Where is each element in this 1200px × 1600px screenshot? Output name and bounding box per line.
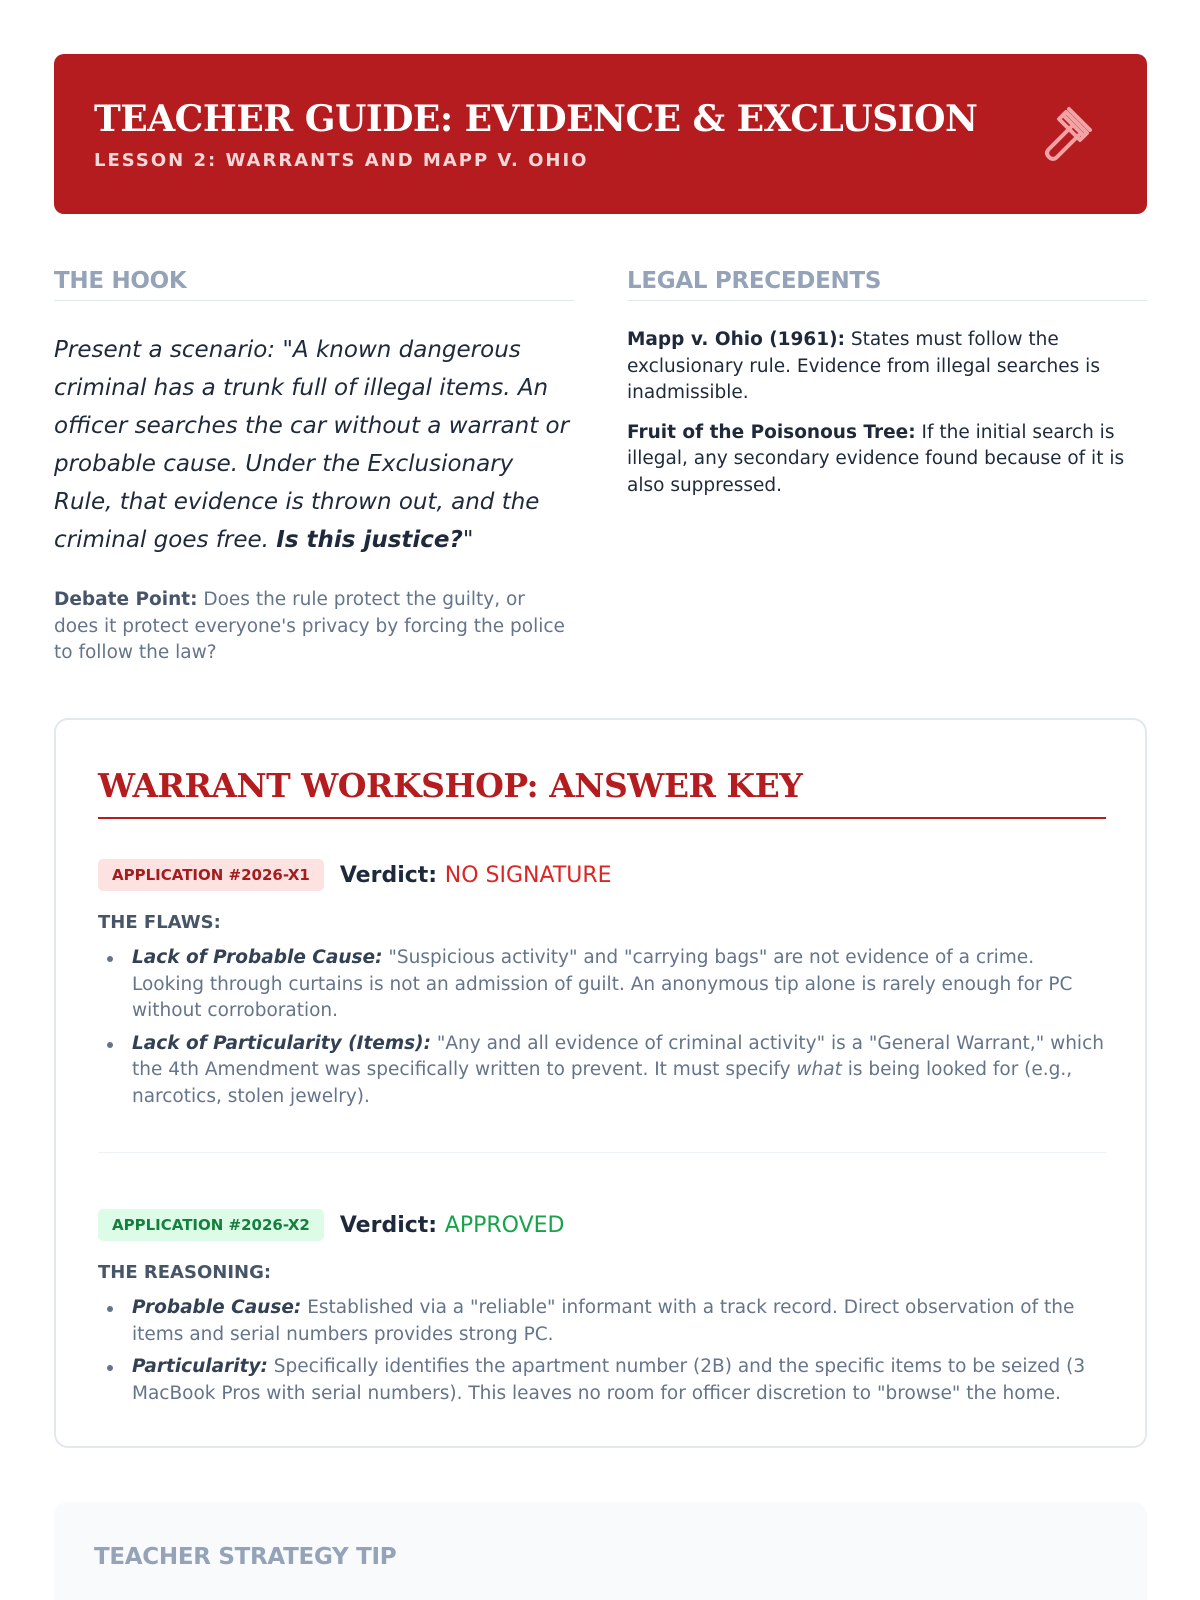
- verdict-value: NO SIGNATURE: [444, 862, 612, 888]
- workshop-title: WARRANT WORKSHOP: ANSWER KEY: [98, 766, 1106, 819]
- verdict-label: Verdict:: [339, 862, 438, 888]
- precedent-text: If the initial search is illegal, any secondary evidence found because of it is also suppressed.: [627, 421, 1125, 496]
- point-text: Established via a "reliable" informant with a track record. Direct observation of the items and serial numbers provides strong PC.: [132, 1297, 1075, 1345]
- verdict-label: Verdict:: [339, 1212, 438, 1238]
- precedent-item: [627, 327, 1147, 407]
- application-badge: APPLICATION #2026-X1: [98, 859, 324, 891]
- point-emphasis: what: [796, 1059, 842, 1080]
- verdict: [340, 863, 612, 888]
- hook-close-quote: ": [462, 527, 474, 553]
- precedent-item: [627, 420, 1147, 500]
- page-title: TEACHER GUIDE: EVIDENCE & EXCLUSION: [94, 98, 978, 140]
- point-text: "Any and all evidence of criminal activity" is a "General Warrant," which the 4th Amendment was specifically written to prevent. It must specify: [132, 1032, 1104, 1080]
- application-badge: APPLICATION #2026-X2: [98, 1209, 324, 1241]
- debate-text: Does the rule protect the guilty, or does it protect everyone's privacy by forcing the police to follow the law?: [54, 589, 565, 663]
- tip-heading: TEACHER STRATEGY TIP: [94, 1544, 397, 1570]
- precedent-term: Fruit of the Poisonous Tree:: [627, 421, 916, 443]
- precedent-term: Mapp v. Ohio (1961):: [627, 329, 846, 350]
- point-term: Lack of Probable Cause:: [132, 947, 383, 968]
- verdict: [340, 1213, 565, 1238]
- list-item: [98, 1354, 1106, 1407]
- hook-question: Is this justice?: [276, 527, 463, 553]
- application-header: [98, 1208, 1106, 1242]
- point-text: is being looked for (e.g., narcotics, stolen jewelry).: [132, 1059, 1073, 1107]
- flaws-label: THE FLAWS:: [98, 912, 221, 933]
- point-term: Lack of Particularity (Items):: [132, 1032, 431, 1054]
- warrant-workshop-card: [54, 718, 1147, 1448]
- hook-section: [54, 268, 574, 667]
- precedents-section: [627, 268, 1147, 499]
- debate-point: [54, 587, 574, 667]
- hook-heading: THE HOOK: [54, 268, 574, 301]
- gavel-icon: [1039, 100, 1107, 168]
- hook-scenario: [54, 331, 574, 559]
- list-item: [98, 945, 1106, 1025]
- point-term: Particularity:: [132, 1356, 268, 1377]
- verdict-value: APPROVED: [444, 1212, 565, 1238]
- reasoning-label: THE REASONING:: [98, 1262, 272, 1283]
- list-item: [98, 1031, 1106, 1111]
- point-text: "Suspicious activity" and "carrying bags" are not evidence of a crime. Looking through curtains is not an admission of guilt. An anonymous tip alone is rarely enough for PC without corroboration.: [132, 947, 1073, 1021]
- application-header: [98, 858, 1106, 892]
- point-text: Specifically identifies the apartment number (2B) and the specific items to be seized (3 MacBook Pros with serial numbers). This leaves no room for officer discretion to "browse" the home.: [132, 1356, 1086, 1404]
- point-term: Probable Cause:: [132, 1297, 302, 1318]
- flaws-list: [98, 945, 1106, 1110]
- section-divider: [98, 1152, 1106, 1153]
- application-x2: [98, 1208, 1106, 1407]
- reasoning-list: [98, 1295, 1106, 1407]
- hook-scenario-text: Present a scenario: "A known dangerous criminal has a trunk full of illegal items. An officer searches the car without a warrant or probable cause. Under the Exclusionary Rule, that evidence is thrown out, and the criminal goes free.: [54, 337, 570, 553]
- precedent-text: States must follow the exclusionary rule. Evidence from illegal searches is inadmissible.: [627, 329, 1100, 403]
- page-subtitle: LESSON 2: WARRANTS AND MAPP V. OHIO: [94, 150, 589, 171]
- strategy-tip-card: [54, 1502, 1147, 1600]
- list-item: [98, 1295, 1106, 1348]
- debate-label: Debate Point:: [54, 589, 198, 610]
- header-banner: [54, 54, 1147, 214]
- precedents-heading: LEGAL PRECEDENTS: [627, 268, 1147, 301]
- application-x1: [98, 858, 1106, 1110]
